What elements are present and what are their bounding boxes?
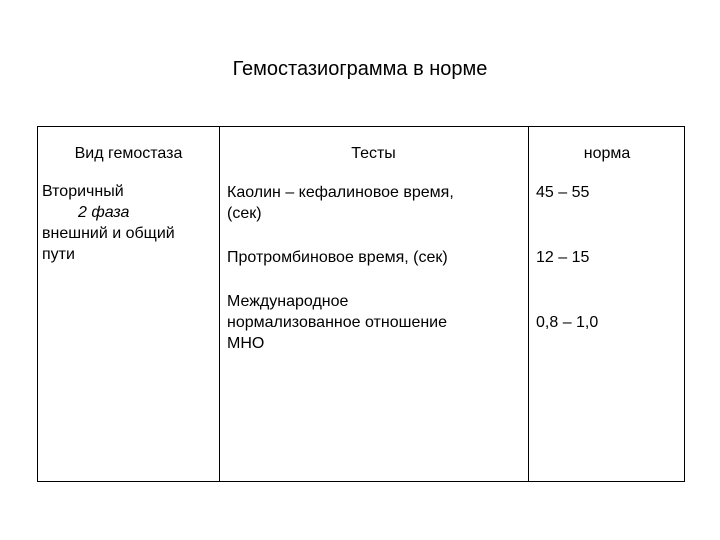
test-inr-line-3: МНО xyxy=(227,335,265,352)
test-inr-line-2: нормализованное отношение xyxy=(227,314,448,331)
test-prothrombin: Протромбиновое время, (сек) xyxy=(227,249,448,266)
test-inr-line-1: Международное xyxy=(227,293,349,310)
column-divider-2 xyxy=(528,127,529,481)
type-line-1: Вторичный xyxy=(42,183,124,200)
header-norm: норма xyxy=(583,145,631,162)
norm-inr: 0,8 – 1,0 xyxy=(536,314,599,331)
norm-kaolin: 45 – 55 xyxy=(536,184,590,201)
column-divider-1 xyxy=(219,127,220,481)
norm-prothrombin: 12 – 15 xyxy=(536,249,590,266)
header-type: Вид гемостаза xyxy=(74,145,183,162)
type-line-3: внешний и общий xyxy=(42,225,175,242)
type-line-2: 2 фаза xyxy=(78,204,130,221)
header-tests: Тесты xyxy=(351,145,396,162)
test-kaolin-line-1: Каолин – кефалиновое время, xyxy=(227,184,454,201)
norms-table xyxy=(37,126,685,482)
test-kaolin-line-2: (сек) xyxy=(227,205,262,222)
page-title: Гемостазиограмма в норме xyxy=(232,58,488,80)
type-line-4: пути xyxy=(42,246,75,263)
